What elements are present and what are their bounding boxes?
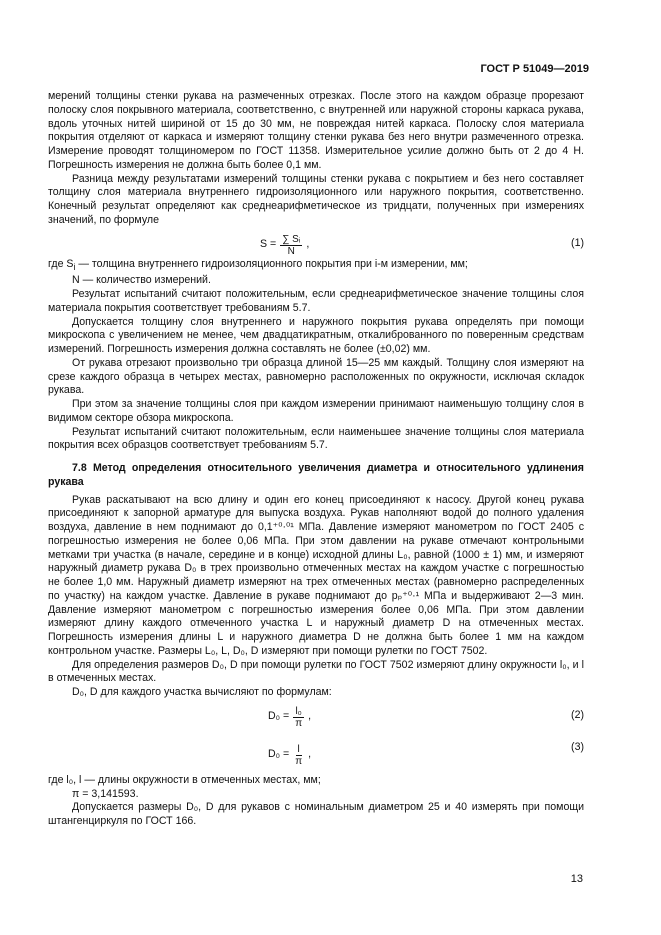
formula-lhs: D₀ = xyxy=(268,748,290,761)
formula-tail: , xyxy=(308,710,312,723)
paragraph: D₀, D для каждого участка вычисляют по формулам: xyxy=(72,686,332,699)
formula-lhs: S = xyxy=(260,238,277,251)
where-subscript: i xyxy=(73,261,76,272)
paragraph: Рукав раскатывают на всю длину и один его конец присоединяют к насосу. Другой конец рукава присоединяют к запорной арматуре для выпуска воздуха. Рукав наполняют водой до полного удаления воздуха, давление в нем поднимают до 0,1⁺⁰·⁰¹ МПа. Давление измеряют манометром по ГОСТ 2405 с погрешностью измерения не более 0,06 МПа. При этом давлении на рукаве отмечают контрольными метками три участка (в начале, середине и в конце) исходной длины L₀, равной (1000 ± 1) мм, и измеряют наружный диаметр рукава D₀ в трех произвольно отмеченных местах на каждом участке с погрешностью не более 1,0 мм. Наружный диаметр измеряют на трех отмеченных местах (равномерно распределенных по участку) на каждом участке. Давление в рукаве поднимают до pₚ⁺⁰·¹ МПа и выдерживают 2—3 мин. Давление измеряют манометром с погрешностью измерения более 0,06 МПа. При этом давлении измеряют длину каждого отмеченного участка L и наружный диаметр D на отмеченных местах. Погрешность измерения длины L и наружного диаметра D не должна быть более 1 мм на каждом контрольном участке. Размеры L₀, L, D₀, D измеряют при помощи рулетки по ГОСТ 7502. xyxy=(48,493,584,657)
formula-1 xyxy=(48,228,584,258)
paragraph: Результат испытаний считают положительным, если наименьшее значение толщины слоя материала покрытия всех образцов соответствует требованиям 5.7. xyxy=(48,425,584,452)
formula-number: (1) xyxy=(571,236,584,249)
formula-3 xyxy=(48,734,584,774)
paragraph: Разница между результатами измерений толщины стенки рукава с покрытием и без него составляет толщину слоя материала внутреннего гидроизоляционного или наружного покрытия, соответственно. Конечный результат определяют как среднеарифметическое из тридцати, полученных при измерениях значений, по формуле xyxy=(48,172,584,226)
section-heading: 7.8 Метод определения относительного увеличения диаметра и относительного удлинения рукава xyxy=(48,462,584,488)
fraction xyxy=(293,706,304,729)
paragraph: Результат испытаний считают положительным, если среднеарифметическое значение толщины слоя материала покрытия соответствует требованиям 5.7. xyxy=(48,288,584,314)
where-text: — толщина внутреннего гидроизоляционного покрытия при i-м измерении, мм; xyxy=(75,257,468,270)
where-line: где l₀, l — длины окружности в отмеченных местах, мм; xyxy=(48,773,321,786)
where-line: N — количество измерений. xyxy=(72,274,211,287)
formula-number: (3) xyxy=(571,740,584,753)
page-number: 13 xyxy=(570,873,583,885)
paragraph: От рукава отрезают произвольно три образца длиной 15—25 мм каждый. Толщину слоя измеряют на срезе каждого образца в четырех местах, равномерно расположенных по окружности, исключая складок рукава. xyxy=(48,356,584,397)
paragraph: Допускается размеры D₀, D для рукавов с номинальным диаметром 25 и 40 измерять при помощи штангенциркуля по ГОСТ 166. xyxy=(48,801,584,828)
fraction xyxy=(280,234,302,257)
formula-tail: , xyxy=(308,748,312,761)
standard-header: ГОСТ Р 51049—2019 xyxy=(480,63,589,75)
formula-tail: , xyxy=(306,238,310,251)
fraction-numerator: l xyxy=(297,743,300,755)
fraction-numerator: ∑ Sᵢ xyxy=(282,233,301,245)
fraction xyxy=(293,744,304,767)
paragraph: мерений толщины стенки рукава на размеченных отрезках. После этого на каждом образце прорезают полоску слоя покрывного материала, соответственно, с внутренней или наружной стороны каркаса рукава, вдоль уточных нитей шириной от 15 до 30 мм, не повреждая нитей каркаса. Полоску слоя материала покрытия отделяют от каркаса и измеряют толщину стенки рукава без него внутри размеченного отрезка. Измерение проводят толщиномером по ГОСТ 11358. Измерительное усилие должно быть от 2 до 4 Н. Погрешность измерения не должна быть более 0,1 мм. xyxy=(48,90,584,171)
formula-lhs: D₀ = xyxy=(268,710,290,723)
paragraph: Допускается толщину слоя внутреннего и наружного покрытия рукава определять при помощи микроскопа с увеличением не менее, чем двадцатикратным, откалиброванного по поверенным средствам измерений. Погрешность измерения должна составлять не более (±0,02) мм. xyxy=(48,315,584,356)
fraction-denominator: π xyxy=(295,755,303,767)
formula-2 xyxy=(48,700,584,734)
where-line: π = 3,141593. xyxy=(72,787,139,800)
paragraph: Для определения размеров D₀, D при помощи рулетки по ГОСТ 7502 измеряют длину окружности l₀, и l в отмеченных местах. xyxy=(48,658,584,685)
fraction-denominator: N xyxy=(287,245,295,257)
page-body xyxy=(48,90,584,829)
fraction-denominator: π xyxy=(295,717,303,729)
where-line xyxy=(48,258,584,275)
formula-number: (2) xyxy=(571,708,584,721)
where-prefix: где S xyxy=(48,257,74,270)
paragraph: При этом за значение толщины слоя при каждом измерении принимают наименьшую толщину слоя в видимом секторе обзора микроскопа. xyxy=(48,398,584,424)
fraction-numerator: l₀ xyxy=(295,705,302,717)
